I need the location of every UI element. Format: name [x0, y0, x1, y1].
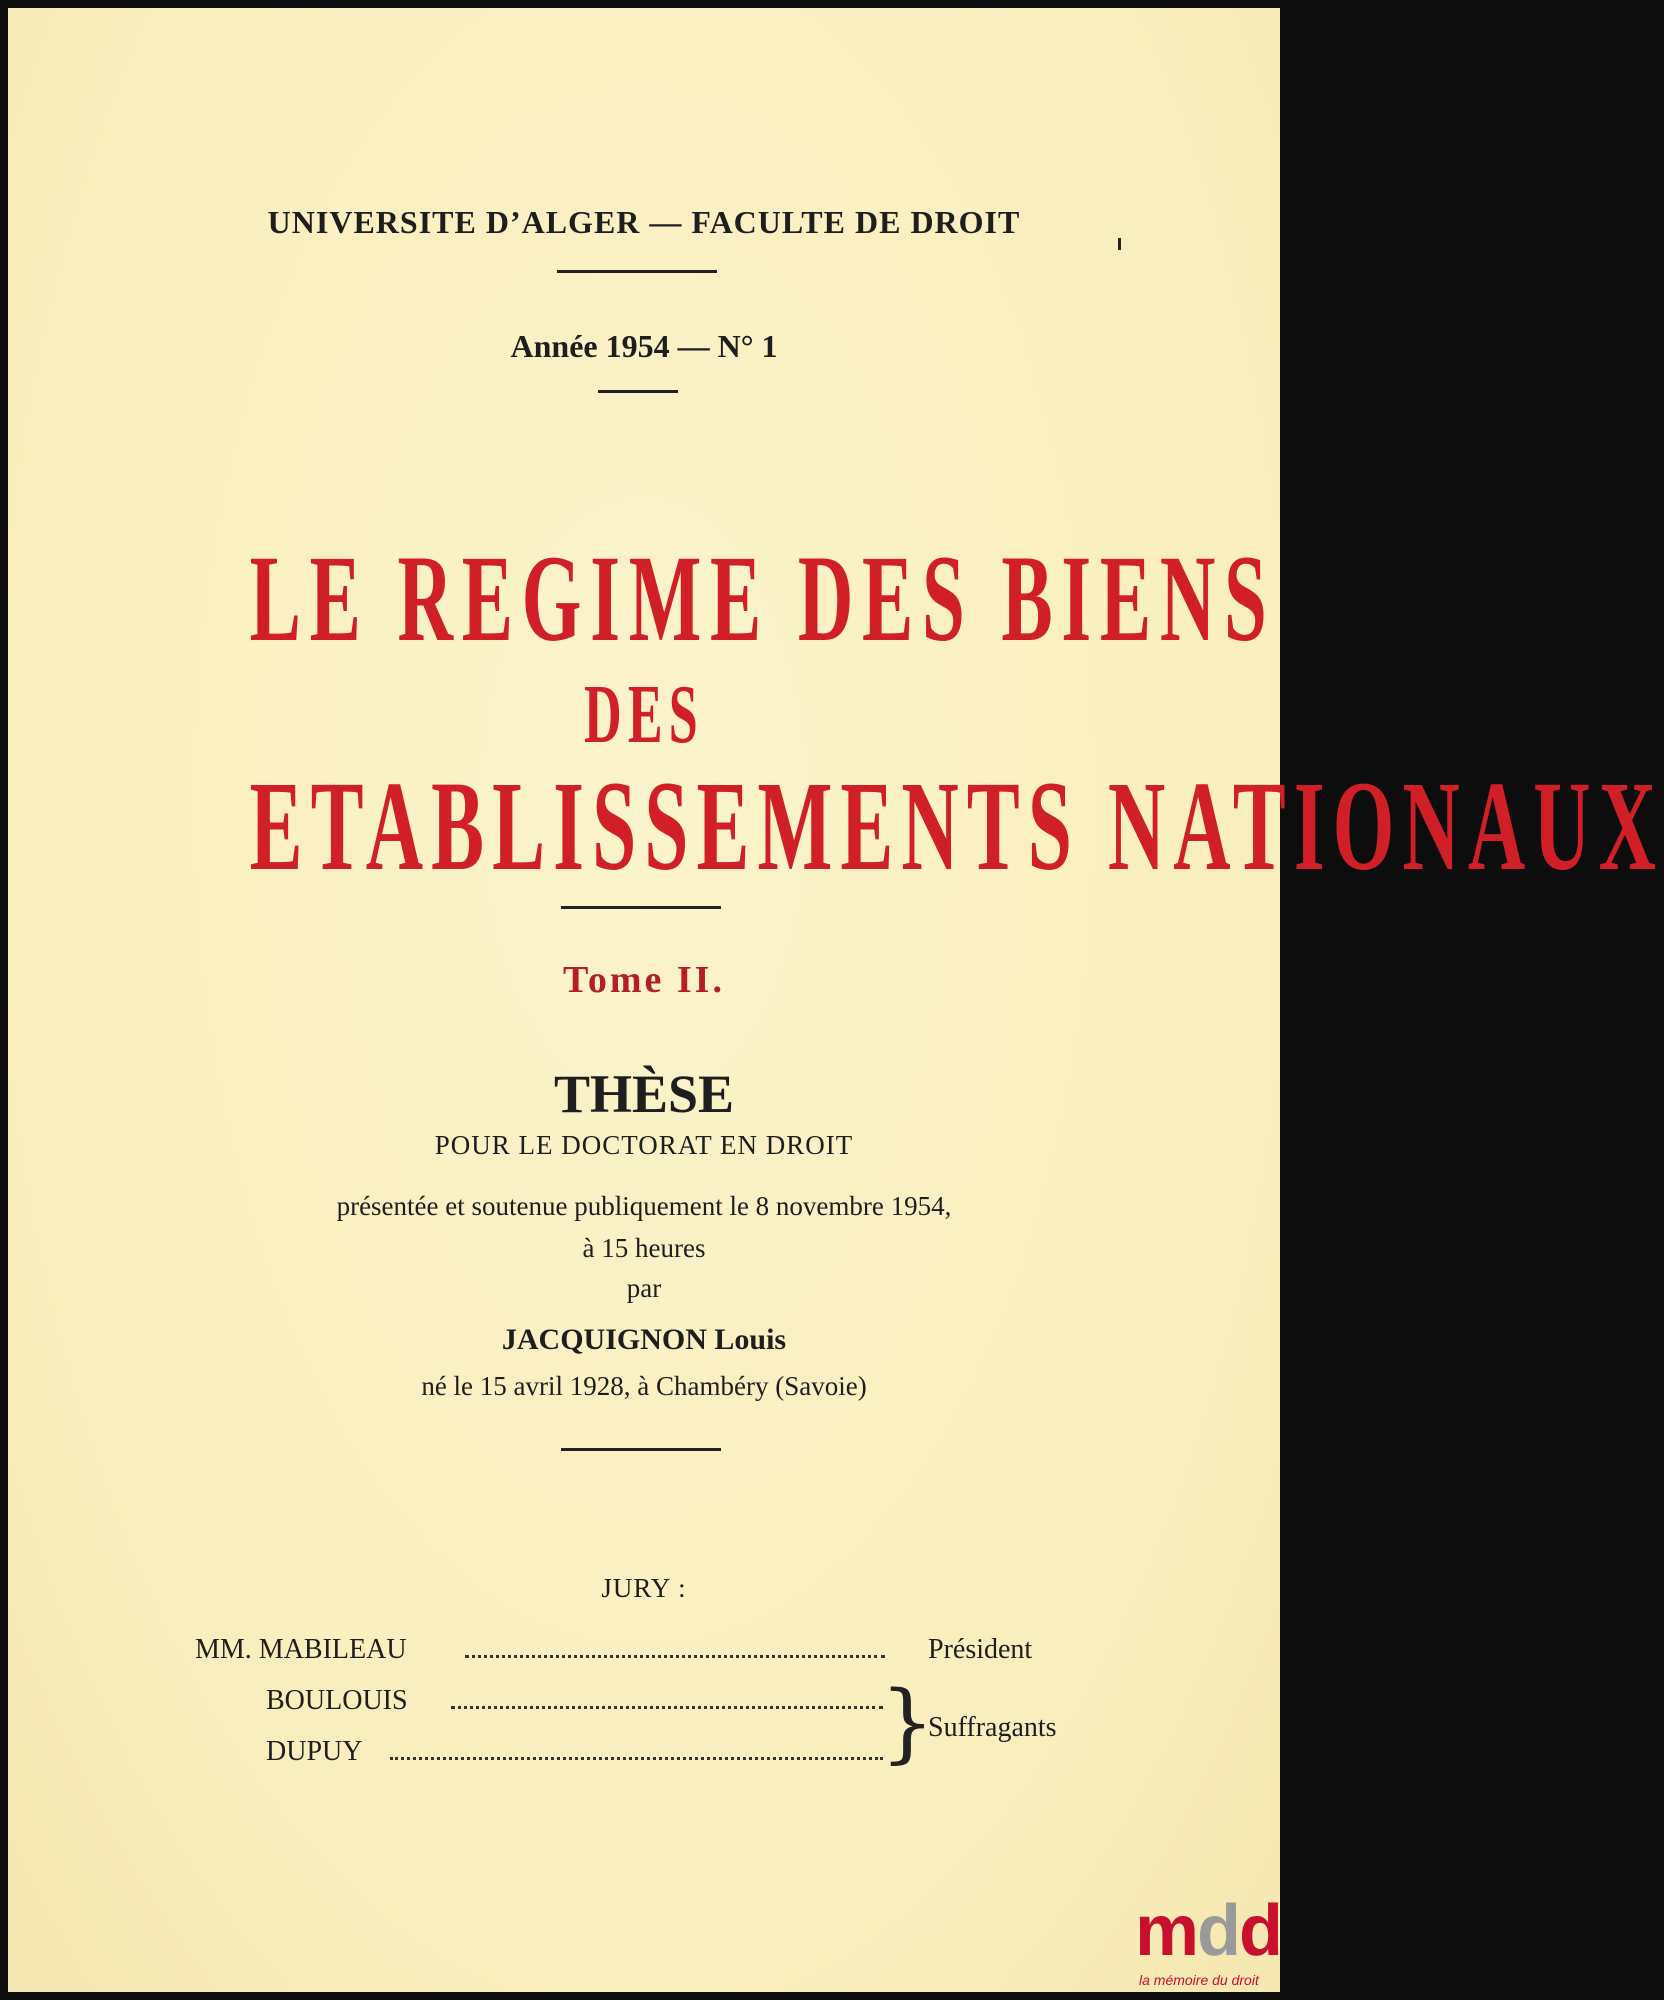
- logo-letters: [1135, 1890, 1281, 1972]
- time-line: à 15 heures: [582, 1233, 706, 1263]
- dot-leader: [465, 1655, 885, 1658]
- brace-glyph: }: [880, 1673, 935, 1773]
- logo-d-grey: d: [1197, 1891, 1240, 1971]
- title-line-2: DES: [584, 668, 704, 761]
- title-line-1: LE REGIME DES BIENS: [249, 530, 1276, 667]
- mdd-logo: [1135, 1890, 1295, 2000]
- jury-heading: JURY :: [601, 1573, 687, 1603]
- title-page: [8, 8, 1664, 1992]
- role-president: Président: [928, 1634, 1033, 1665]
- jury-member-name: DUPUY: [266, 1736, 363, 1767]
- these-heading: THÈSE: [553, 1064, 735, 1124]
- dot-leader: [390, 1757, 883, 1760]
- birth-line: né le 15 avril 1928, à Chambéry (Savoie): [421, 1371, 867, 1401]
- divider-rule: [561, 906, 721, 909]
- these-subtitle: POUR LE DOCTORAT EN DROIT: [434, 1130, 854, 1160]
- logo-tagline: la mémoire du droit: [1139, 1972, 1259, 1988]
- jury-member-name: BOULOUIS: [266, 1685, 408, 1716]
- logo-d: d: [1239, 1891, 1281, 1971]
- presentation-line: présentée et soutenue publiquement le 8 novembre 1954,: [336, 1191, 952, 1221]
- jury-member-name: MM. MABILEAU: [195, 1634, 407, 1665]
- divider-rule: [598, 390, 678, 393]
- year-number: Année 1954 — N° 1: [510, 328, 778, 364]
- dot-leader: [451, 1706, 883, 1709]
- logo-m: m: [1135, 1891, 1198, 1971]
- divider-rule: [557, 270, 717, 273]
- title-line-3: ETABLISSEMENTS NATIONAUX: [249, 755, 1664, 897]
- author-name: JACQUIGNON Louis: [501, 1323, 787, 1356]
- volume-label: Tome II.: [563, 959, 725, 1001]
- role-suffragants: Suffragants: [928, 1712, 1057, 1743]
- institution-header: UNIVERSITE D’ALGER — FACULTE DE DROIT: [267, 204, 1021, 240]
- par-line: par: [626, 1273, 662, 1303]
- divider-rule: [561, 1448, 721, 1451]
